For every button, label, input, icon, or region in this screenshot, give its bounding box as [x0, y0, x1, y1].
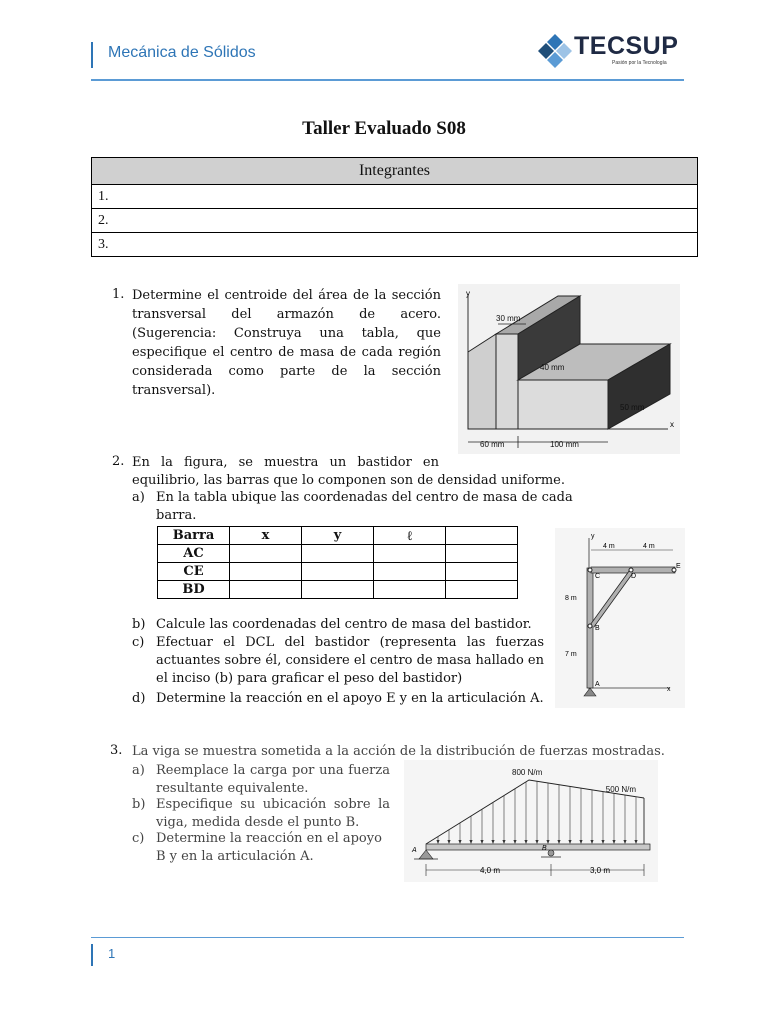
q1-dim-50: 50 mm — [620, 403, 645, 412]
q3-beam-figure — [404, 760, 658, 882]
q2-item-d: d) Determine la reacción en el apoyo E y en la articulación A. — [132, 691, 544, 706]
q1-fig-x: x — [670, 420, 674, 429]
q2-label-e: E — [676, 563, 681, 570]
col-blank — [446, 527, 518, 545]
q2-fig-x: x — [667, 686, 671, 693]
q2-label-d: D — [631, 573, 637, 580]
q1-text: Determine el centroide del área de la sección transversal del armazón de acero. (Sugerencia: Construya una tabla, que especifique el centro de masa de cada región considerada como parte de la sección transversal). — [132, 288, 441, 398]
q1-dim-60: 60 mm — [480, 440, 505, 449]
q3-dim-4: 4,0 m — [480, 866, 501, 875]
q3-item-c: c) Determine la reacción en el apoyo B y en la articulación A. — [132, 831, 382, 864]
q3-item-a: a) Reemplace la carga por una fuerza resultante equivalente. — [132, 763, 390, 796]
q2-label-a: A — [595, 681, 600, 688]
centroid-table — [157, 526, 518, 599]
q3-dim-3: 3,0 m — [590, 866, 611, 875]
q1-figure — [458, 284, 680, 454]
q1-dim-30: 30 mm — [496, 314, 521, 323]
header-rule — [91, 79, 684, 81]
q2-label-c: C — [595, 573, 601, 580]
footer-rule — [91, 937, 684, 938]
q3-load-800: 800 N/m — [512, 768, 543, 777]
row-label: BD — [158, 581, 230, 599]
logo-text: TECSUP — [574, 32, 679, 60]
q3-label-b: B — [542, 845, 547, 852]
col-x: x — [230, 527, 302, 545]
q3-item-b: b) Especifique su ubicación sobre la viga, medida desde el punto B. — [132, 797, 390, 830]
q3-label-a: A — [412, 847, 417, 854]
q2-item-a: a) En la tabla ubique las coordenadas del centro de masa de cada barra. — [132, 490, 573, 523]
q1-number: 1. — [112, 287, 125, 302]
row-label: AC — [158, 545, 230, 563]
q2-frame-figure — [555, 528, 685, 708]
page-title: Taller Evaluado S08 — [302, 118, 466, 139]
members-table-header: Integrantes — [92, 158, 698, 185]
members-table — [91, 157, 698, 257]
q2-fig-y: y — [591, 533, 595, 540]
course-title: Mecánica de Sólidos — [108, 44, 256, 61]
member-row: 1. — [92, 185, 698, 209]
page-number: 1 — [108, 946, 116, 961]
q1-fig-y: y — [466, 289, 470, 298]
q2-item-b: b) Calcule las coordenadas del centro de masa del bastidor. — [132, 617, 532, 632]
member-row: 3. — [92, 233, 698, 257]
q2-dim-left2: 7 m — [565, 651, 577, 658]
col-length: ℓ — [374, 527, 446, 545]
logo-tagline: Pasión por la Tecnología — [612, 60, 667, 66]
col-y: y — [302, 527, 374, 545]
q2-item-c: c) Efectuar el DCL del bastidor (representa las fuerzas actuantes sobre él, considere el centro de masa hallado en el inciso (b) para graficar el peso del bastidor) — [132, 635, 544, 686]
col-barra: Barra — [158, 527, 230, 545]
q1-dim-100: 100 mm — [550, 440, 579, 449]
logo-mark-icon — [536, 32, 574, 70]
q1-dim-40: 40 mm — [540, 363, 565, 372]
footer-accent-bar — [91, 944, 93, 966]
q2-label-b: B — [595, 625, 600, 632]
q2-line1: En la figura, se muestra un bastidor en — [132, 455, 439, 470]
q3-number: 3. — [110, 743, 123, 758]
q2-dim-top2: 4 m — [643, 543, 655, 550]
tecsup-logo — [536, 32, 686, 72]
header-accent-bar — [91, 42, 93, 68]
q3-load-500: 500 N/m — [605, 785, 636, 794]
q2-dim-top1: 4 m — [603, 543, 615, 550]
q2-line2: equilibrio, las barras que lo componen son de densidad uniforme. — [132, 473, 566, 488]
q2-dim-left1: 8 m — [565, 595, 577, 602]
q2-number: 2. — [112, 454, 125, 469]
row-label: CE — [158, 563, 230, 581]
q3-text: La viga se muestra sometida a la acción de la distribución de fuerzas mostradas. — [132, 744, 665, 759]
member-row: 2. — [92, 209, 698, 233]
